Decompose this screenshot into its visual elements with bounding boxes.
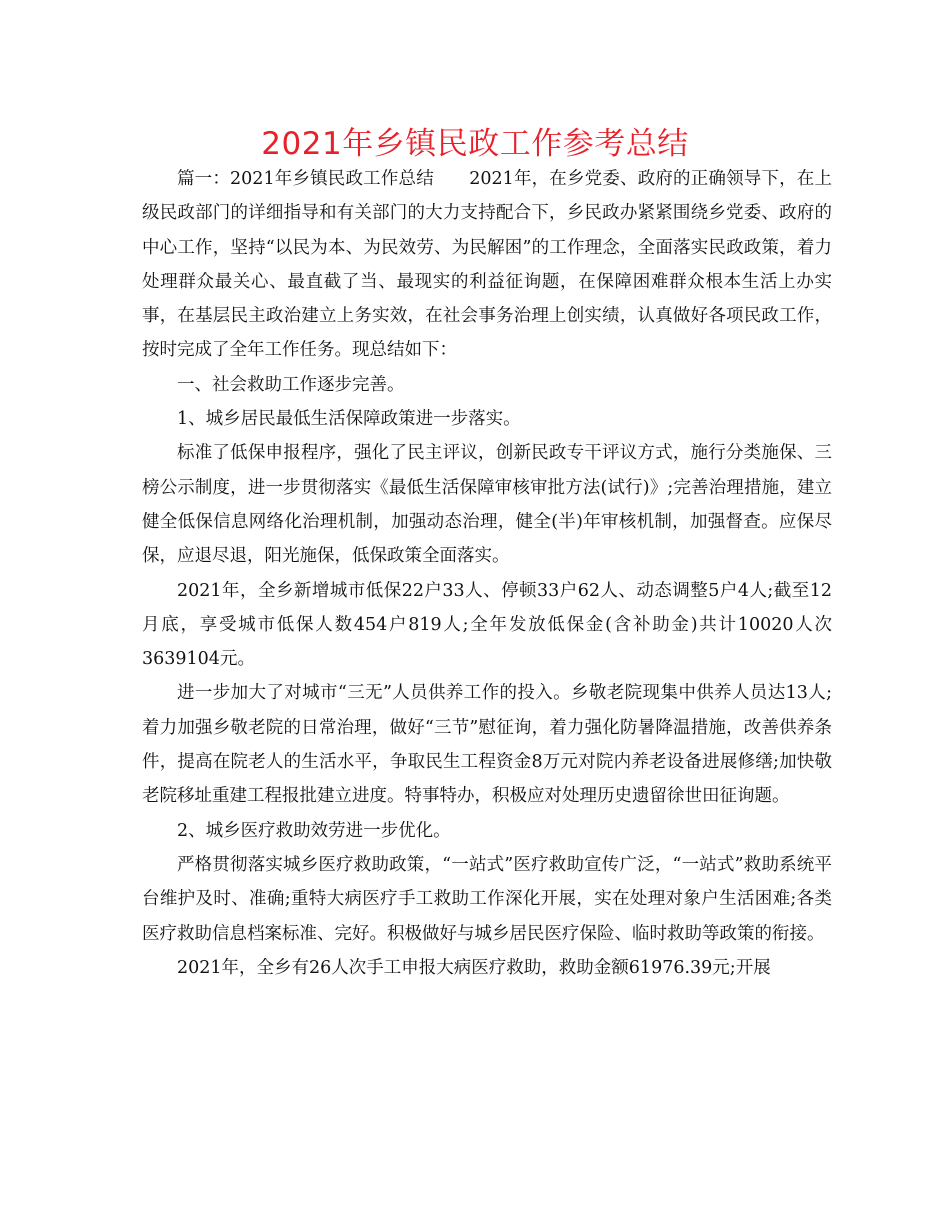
paragraph: 2021年，全乡有26人次手工申报大病医疗救助，救助金额61976.39元;开展 <box>177 957 771 978</box>
paragraph: 篇一：2021年乡镇民政工作总结 2021年，在乡党委、政府的正确领导下，在上级民政部门的详细指导和有关部门的大力支持配合下，乡民政办紧紧围绕乡党委、政府的中心工作，坚持“以民为本、为民效劳、为民解困”的工作理念，全面落实民政政策，着力处理群众最关心、最直截了当、最现实的利益征询题，在保障困难群众根本生活上办实事，在基层民主政治建立上务实效，在社会事务治理上创实绩，认真做好各项民政工作，按时完成了全年工作任务。现总结如下： <box>142 169 832 361</box>
subsection-heading: 2、城乡医疗救助效劳进一步优化。 <box>177 820 451 841</box>
section-heading: 一、社会救助工作逐步完善。 <box>177 374 405 395</box>
paragraph: 2021年，全乡新增城市低保22户33人、停顿33户62人、动态调整5户4人;截至12月底，享受城市低保人数454户819人;全年发放低保金(含补助金)共计10020人次3639104元。 <box>142 580 832 670</box>
subsection-heading: 1、城乡居民最低生活保障政策进一步落实。 <box>177 409 521 430</box>
paragraph: 进一步加大了对城市“三无”人员供养工作的投入。乡敬老院现集中供养人员达13人;着力加强乡敬老院的日常治理，做好“三节”慰征询，着力强化防暑降温措施，改善供养条件，提高在院老人的生活水平，争取民生工程资金8万元对院内养老设备进展修缮;加快敬老院移址重建工程报批建立进度。特事特办，积极应对处理历史遗留徐世田征询题。 <box>142 683 832 807</box>
paragraph: 严格贯彻落实城乡医疗救助政策，“一站式”医疗救助宣传广泛，“一站式”救助系统平台维护及时、准确;重特大病医疗手工救助工作深化开展，实在处理对象户生活困难;各类医疗救助信息档案标准、完好。积极做好与城乡居民医疗保险、临时救助等政策的衔接。 <box>142 854 832 944</box>
document-body <box>142 162 832 985</box>
document-title: 2021年乡镇民政工作参考总结 <box>261 126 689 162</box>
paragraph: 标准了低保申报程序，强化了民主评议，创新民政专干评议方式，施行分类施保、三榜公示制度，进一步贯彻落实《最低生活保障审核审批方法(试行)》;完善治理措施，建立健全低保信息网络化治理机制，加强动态治理，健全(半)年审核机制，加强督查。应保尽保，应退尽退，阳光施保，低保政策全面落实。 <box>142 443 832 567</box>
